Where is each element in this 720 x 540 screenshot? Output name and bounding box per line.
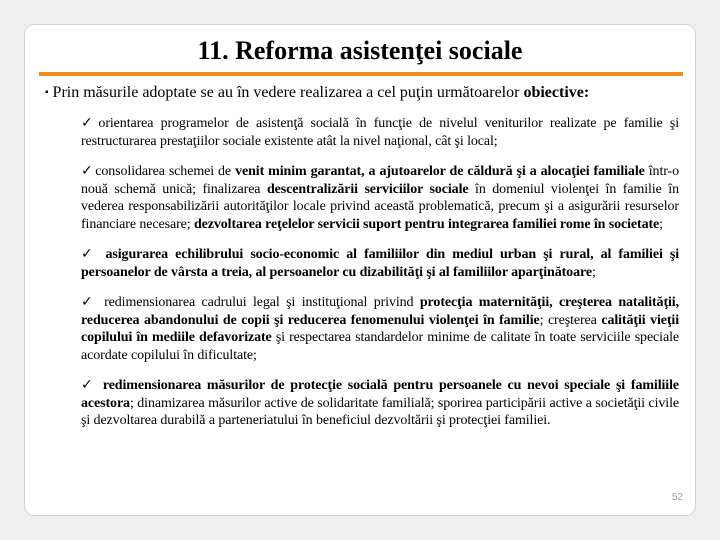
checkmark-icon: ✓ — [81, 163, 94, 179]
objective-text: şi respectarea standardelor minime de calitate în toate serviciile speciale acordate copilului în dificultate; — [81, 330, 679, 363]
slide-title: 11. Reforma asistenţei sociale — [197, 36, 523, 65]
objective-text-bold: dezvoltarea reţelelor servicii suport pentru integrarea familiei rome în societate — [193, 216, 660, 232]
intro-paragraph — [45, 83, 685, 103]
title-underline — [39, 72, 683, 76]
checkmark-icon: ✓ — [81, 115, 97, 131]
objective-item — [81, 163, 679, 233]
checkmark-icon: ✓ — [81, 294, 96, 310]
objective-text-bold: venit minim garantat, a ajutoarelor de căldură şi a alocaţiei familiale — [235, 164, 645, 179]
objective-item — [81, 246, 679, 281]
objective-text-bold: redimensionarea măsurilor de protecţie socială pentru persoanele cu nevoi speciale şi familiile acestora — [81, 378, 679, 411]
objective-text-bold: protecţia maternităţii, creşterea natalităţii, reducerea abandonului de copii şi reducerea fenomenului violenţei în familie — [81, 295, 679, 328]
objective-text: în domeniul violenţei în familie în vederea responsabilizării autorităţilor locale privind această problematică, precum şi a asigurării resurselor financiare necesare; — [81, 181, 679, 232]
objective-item — [81, 115, 679, 150]
objective-text: ; — [659, 216, 663, 232]
objective-text: orientarea programelor de asistenţă socială în funcţie de nivelul veniturilor realizate pe familie şi restructurarea prestaţiilor sociale existente atât la nivel naţional, cât şi local; — [81, 116, 679, 149]
objectives-list — [81, 115, 679, 443]
intro-bold: obiective: — [523, 84, 590, 101]
objective-item — [81, 377, 679, 430]
objective-text: într-o nouă schemă unică; finalizarea — [81, 164, 679, 197]
checkmark-icon: ✓ — [81, 377, 96, 393]
intro-text: Prin măsurile adoptate se au în vedere realizarea a cel puţin următoarelor — [52, 84, 524, 101]
objective-text: ; dinamizarea măsurilor active de solidaritate familială; sporirea participării active a societăţii civile şi dezvoltarea durabilă a parteneriatului în beneficiul dezvoltării şi protecţiei familiei. — [81, 395, 679, 428]
objective-text-bold: asigurarea echilibrului socio-economic al familiilor din mediul urban şi rural, al familiei şi persoanelor de vârsta a treia, al persoanelor cu dizabilităţi şi al familiilor aparţinătoare — [81, 247, 679, 280]
objective-text: ; creşterea — [539, 312, 602, 328]
checkmark-icon: ✓ — [81, 246, 97, 262]
square-bullet-icon: ▪ — [45, 87, 49, 98]
objective-text-bold: descentralizării serviciilor sociale — [266, 181, 469, 197]
objective-text: ; — [591, 264, 596, 280]
page-number: 52 — [671, 492, 683, 503]
slide — [24, 24, 696, 516]
objective-text-bold: calităţii vieţii copilului în mediile defavorizate — [81, 312, 680, 345]
objective-text: redimensionarea cadrului legal şi instituţional privind — [97, 295, 420, 310]
objective-text: consolidarea schemei de — [95, 164, 236, 179]
objective-item — [81, 294, 679, 364]
